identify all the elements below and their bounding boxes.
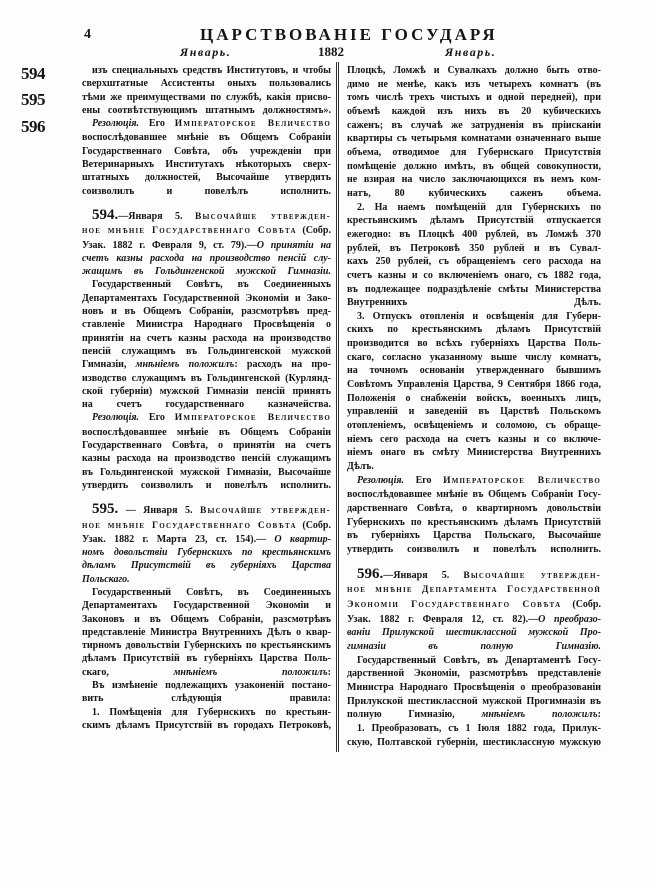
small-caps-text: Императорское Величество [443,475,602,486]
article-number: 594. [92,206,119,223]
text-line [347,146,601,160]
text: штатныхъ должностей, Высочайше утвердить [82,172,331,184]
text-line [82,292,331,305]
text-line [82,398,331,411]
text: объема, отводимое для Губернскаго Присутствія [347,146,601,158]
text-line [82,171,331,184]
text-line [82,652,331,665]
text-line [82,91,331,104]
text-line [347,474,601,489]
text: объемѣ каждой изъ нихъ въ 20 кубическихъ [347,105,601,117]
text-line [82,411,331,425]
text-line [82,345,331,358]
text-line [347,654,601,668]
text-line [347,583,601,598]
text-line [82,318,331,331]
text-line [347,255,601,269]
text: изводство служащимъ въ Гольдингенской (Курлянд- [82,372,331,384]
paragraph [347,474,601,557]
text: ставленіе Министра Народнаго Просвѣщенія о [82,319,331,331]
month-right: Январь. [445,45,497,59]
text: скую, Полтавской губерніи, шестиклассную мужскую [347,736,601,748]
italic-text: Резолюція. [357,474,404,486]
small-caps-text: Экономіи Государственнаго Совѣта [347,599,562,610]
text: дарственной Экономіи, разсмотрѣвъ представленіе [347,668,601,680]
text: представленіе Министра Внутреннихъ Дѣлъ о квар- [82,626,331,638]
text: Государственный Совѣтъ, въ Департаментѣ Госу- [357,654,601,666]
text-line [82,533,331,546]
text-line [82,626,331,639]
text: крестьянскимъ дѣламъ Присутствій отпускается [347,215,601,227]
text-line [347,64,601,78]
text-line [82,224,331,238]
article-heading [82,503,331,586]
article-heading [82,206,332,278]
text: димо не менѣе, какъ изъ четырехъ комнатъ (въ [347,78,601,90]
italic-text: О преобразо- [538,613,601,625]
text-line [82,479,331,492]
paragraph [347,722,601,749]
text-line [347,323,601,337]
paragraph [82,679,331,706]
text: Прилукской шестиклассной мужской Прогимназіи въ [347,695,601,707]
text-line [347,613,601,627]
text: ской губерніи) мужской Гимназіи пенсій принять [82,385,331,397]
text-line [347,405,601,419]
text: : [327,666,332,678]
text-line [82,573,331,586]
text-line [82,239,331,252]
text: квартиры съ четырьмя комнатами означеннаго выше [347,133,601,145]
paragraph [82,278,331,411]
text: Департаментахъ Государственной Экономіи и Зако- [82,292,331,304]
text-line [347,228,601,242]
text-line [347,433,601,447]
small-caps-text: ное мнѣніе Департамента Государственной [347,585,601,596]
text: дарственнаго Совѣта, о квартирномъ довольствіи [347,503,601,514]
text: новъ и въ Общемъ Собраніи, разсмотрѣвъ пред- [82,306,331,318]
text: Министра Народнаго Просвѣщенія о преобразованіи [347,681,601,693]
text: Совѣтомъ Управленія Царства, 9 Сентября 1866 года, [347,379,601,391]
text: Узак. 1882 г. Марта 23, ст. 154).— [82,533,275,545]
text: — Января 5. [118,505,200,517]
text-line [347,640,601,654]
text-line [82,599,331,612]
text: въ Гольдингенской мужской Гимназіи, Высочайше [82,466,331,478]
text-line [347,460,601,474]
text: Плоцкѣ, Ломжѣ и Сувалкахъ должно быть отво- [347,65,601,76]
text: принятіи на счетъ казны расхода на производство [82,332,331,344]
text-line [82,278,331,291]
text: ніемъ сего расхода на счетъ казны и со включе- [347,433,601,445]
text: Ветеринарныхъ Институтахъ нѣкоторыхъ сверх- [82,159,331,171]
text: воспослѣдовавшее мнѣніе въ Общемъ Собраніи Госу- [347,489,601,501]
text: отопленіемъ, освѣщеніемъ и соломою, съ обраще- [347,420,601,432]
text-line [347,214,601,228]
text-line [82,692,331,705]
article-heading [347,565,602,654]
text: Государственнаго Совѣта, о принятіи на счетъ [82,440,331,452]
text: вить слѣдующія правила: [82,693,331,705]
text-line [82,546,331,559]
text-line [347,722,601,736]
text-line [82,206,332,224]
text-line [82,77,331,90]
text-line [347,502,601,516]
text-line [347,488,601,502]
text: Внутреннихъ Дѣлъ. [347,297,601,309]
text-line [347,310,601,324]
small-caps-text: ное мнѣніе Государственнаго Совѣта [82,226,297,237]
small-caps-text: Высочайше утвержден- [463,570,602,581]
text: Его [139,412,175,424]
text: 2. На наемъ помѣщеній для Губернскихъ по [357,201,601,213]
text-line [82,252,331,265]
text: на счетъ государственнаго казначейства. [82,399,331,411]
text: кахъ 250 рублей, съ обращеніемъ сего расхода на [347,256,601,268]
italic-text: Резолюція. [92,118,139,130]
text: воспослѣдовавшее мнѣніе въ Общемъ Собраніи [82,426,331,438]
text-line [347,173,601,187]
text: Государственнаго Совѣта, объ учрежденіи при [82,145,331,157]
text-line [82,452,331,465]
text-line [347,78,601,92]
text: сверхштатные Ассистенты оныхъ пользовались [82,78,331,90]
text-line [82,64,331,77]
year: 1882 [318,44,344,59]
text-line [82,265,331,278]
text-line [82,679,331,692]
text-line [82,466,331,479]
paragraph [347,201,601,310]
text: ежегодно: въ Плоцкѣ 400 рублей, въ Ломжѣ 370 [347,228,601,240]
text: : расходъ на про- [234,359,331,371]
text: въ губерніяхъ Царства Польскаго, Высочайше [347,530,601,542]
text-line [82,426,331,439]
text-line [82,305,331,318]
text-line [347,392,601,406]
text-line [82,372,331,385]
text: утвердить соизволилъ и повелѣлъ исполнить. [347,543,601,555]
margin-number: 594 [21,64,45,83]
page-number: 4 [84,27,91,42]
text: скаго, [82,666,174,678]
paragraph [82,586,331,679]
text: Его [404,474,444,486]
text-line [347,364,601,378]
text: скимъ дѣламъ Присутствій въ городахъ Петроковѣ, [82,719,331,731]
small-caps-text: Высочайше утвержден- [199,506,332,517]
italic-text: мнѣніемъ положилъ [135,359,235,371]
text: рублей, въ Петроковѣ 350 рублей и въ Сувал- [347,242,601,254]
italic-text: Резолюція. [92,412,139,424]
text-line [347,446,601,460]
text: полную Гимназію, [347,709,482,721]
small-caps-text: Высочайше утвержден- [194,211,332,222]
article-number: 595. [92,501,119,518]
text: Губернскихъ по крестьянскимъ дѣламъ Присутствій [347,516,601,528]
paragraph [82,117,331,198]
text: томъ числѣ трехъ чистыхъ и одной передней), при [347,92,601,104]
text-line [82,639,331,652]
text: 1. Преобразовать, съ 1 Іюля 1882 года, Прилук- [357,722,601,734]
text: производится во всѣхъ губерніяхъ Царства Поль- [347,338,601,350]
small-caps-text: Императорское Величество [174,413,331,424]
text: саженъ; въ случаѣ же затрудненія въ пріисканіи [347,119,601,131]
text: тѣми же преимуществами по службѣ, какія присво- [82,91,331,103]
text-line [347,529,601,543]
text-line [82,117,331,131]
text-line [347,296,601,310]
text: Департаментахъ Государственной Экономіи и [82,600,331,612]
text-line [82,666,331,679]
italic-text: О квартир- [274,533,331,545]
text: —Января 5. [118,210,195,222]
italic-text: мнѣніемъ положилъ [481,709,598,721]
text-line [347,337,601,351]
paragraph [347,654,601,722]
text-line [82,104,331,117]
text-line [82,719,331,732]
text-line [347,187,601,201]
italic-text: ваніи Прилукской шестиклассной мужской Про- [347,627,601,639]
text-line [347,269,601,283]
column-divider [336,62,339,752]
text: Узак. 1882 г. Февраля 12, ст. 82).— [347,613,539,625]
text: : [597,709,602,721]
text-line [347,105,601,119]
text: 1. Помѣщенія для Губернскихъ по крестьян- [92,706,331,718]
text-line [82,158,331,171]
text-line [347,119,601,133]
text-line [347,516,601,530]
text: соизволилъ и повелѣлъ исполнить. [82,185,331,197]
paragraph [347,64,601,201]
text-line [347,681,601,695]
text: не взирая на число заключающихся въ немъ ком- [347,174,601,186]
text-line [347,201,601,215]
text: Государственный Совѣтъ, въ Соединенныхъ [92,279,331,291]
text-line [347,132,601,146]
text-line [82,358,331,371]
text: скихъ по крестьянскимъ дѣламъ Присутствій [347,324,601,336]
text-line [347,351,601,365]
text-line [82,145,331,158]
small-caps-text: Императорское Величество [174,119,331,130]
italic-text: номъ довольствіи Губернскихъ по крестьянскимъ [82,547,331,559]
text: Законовъ и въ Общемъ Собраніи, разсмотрѣвъ [82,613,331,625]
text-line [82,131,331,144]
right-column [347,64,601,749]
left-column [82,64,331,732]
italic-text: Польскаго. [82,573,130,585]
text-line [347,91,601,105]
italic-text: дѣламъ Присутствій въ губерніяхъ Царства [82,560,331,572]
text: тирномъ довольствіи Губернскихъ по крестьянскимъ [82,640,331,652]
paragraph [347,310,601,474]
paragraph [82,706,331,733]
margin-number: 596 [21,117,45,136]
text: (Собр. [296,225,331,237]
text-line [82,439,331,452]
month-left: Январь. [180,45,232,59]
text-line [347,708,601,722]
text-line [82,519,331,533]
paragraph [82,64,331,117]
text: изъ специальныхъ средствъ Институтовъ, и чтобы [92,65,331,76]
text-line [347,667,601,681]
text: пенсій служащимъ въ Гольдингенской мужской [82,345,331,357]
text: на точномъ основаніи утвержденнаго бывшимъ [347,365,601,377]
text-line [82,613,331,626]
text: Дѣлъ. [347,461,374,473]
paragraph [82,411,331,492]
text: Положенія о снабженіи войскъ, военныхъ лицъ, [347,392,601,404]
italic-text: гимназіи въ полную Гимназію. [347,640,601,652]
text-line [82,706,331,719]
italic-text: мнѣніемъ положилъ [173,666,328,678]
text-line [82,586,331,599]
text-line [347,378,601,392]
text-line [347,626,601,640]
text-line [347,242,601,256]
margin-number: 595 [21,90,45,109]
text-line [82,385,331,398]
italic-text: жащимъ въ Гольдингенской мужской Гимназіи. [82,266,331,278]
text-line [347,283,601,297]
text: натъ, 80 кубическихъ саженъ объема. [347,187,601,199]
text-line [82,332,331,345]
text-line [82,559,331,572]
text: 3. Отпускъ отопленія и освѣщенія для Губерн- [357,310,601,322]
text: въ подлежащее подраздѣленіе смѣты Министерства [347,283,601,295]
text-line [347,160,601,174]
text-line [82,185,331,198]
text: (Собр. [561,598,601,610]
text: казны расхода на производство пенсій служащимъ [82,453,331,465]
text-line [347,598,601,613]
text: Гимназіи, [82,359,136,371]
text: помѣщеніе должно имѣть, въ общей совокупности, [347,160,601,172]
text: утвердить соизволилъ и повелѣлъ исполнить. [82,479,331,491]
text-line [347,565,602,584]
small-caps-text: ное мнѣніе Государственнаго Совѣта [82,520,297,531]
text: управленій и заведеній въ Царствѣ Польскомъ [347,406,601,418]
text-line [347,419,601,433]
text: Государственный Совѣтъ, въ Соединенныхъ [92,586,331,598]
text-line [82,503,331,518]
text: Въ измѣненіе подлежащихъ узаконеній постано- [92,680,331,692]
text: ены соотвѣтствующимъ штатнымъ должностямъ». [82,104,331,116]
text-line [347,695,601,709]
text: (Собр. [296,519,331,531]
article-number: 596. [357,565,384,582]
italic-text: счетъ казны расхода на производство пенсій слу- [82,252,331,264]
italic-text: О принятіи на [256,239,331,251]
text: Узак. 1882 г. Февраля 9, ст. 79).— [82,239,257,251]
text: ніемъ онаго въ смѣту Министерства Внутреннихъ [347,447,601,459]
running-title: ЦАРСТВОВАНІЕ ГОСУДАРЯ [200,25,498,44]
text-line [347,543,601,557]
text: дѣламъ Присутствій въ губерніяхъ Царства Поль- [82,653,331,665]
text: счетъ казны и со включеніемъ онаго, съ 1882 года, [347,269,601,281]
text: скаго, согласно указанному выше числу комнатъ, [347,351,601,363]
text: воспослѣдовавшее мнѣніе въ Общемъ Собраніи [82,132,331,144]
text-line [347,736,601,750]
text: —Января 5. [383,569,464,581]
text: Его [139,118,175,130]
